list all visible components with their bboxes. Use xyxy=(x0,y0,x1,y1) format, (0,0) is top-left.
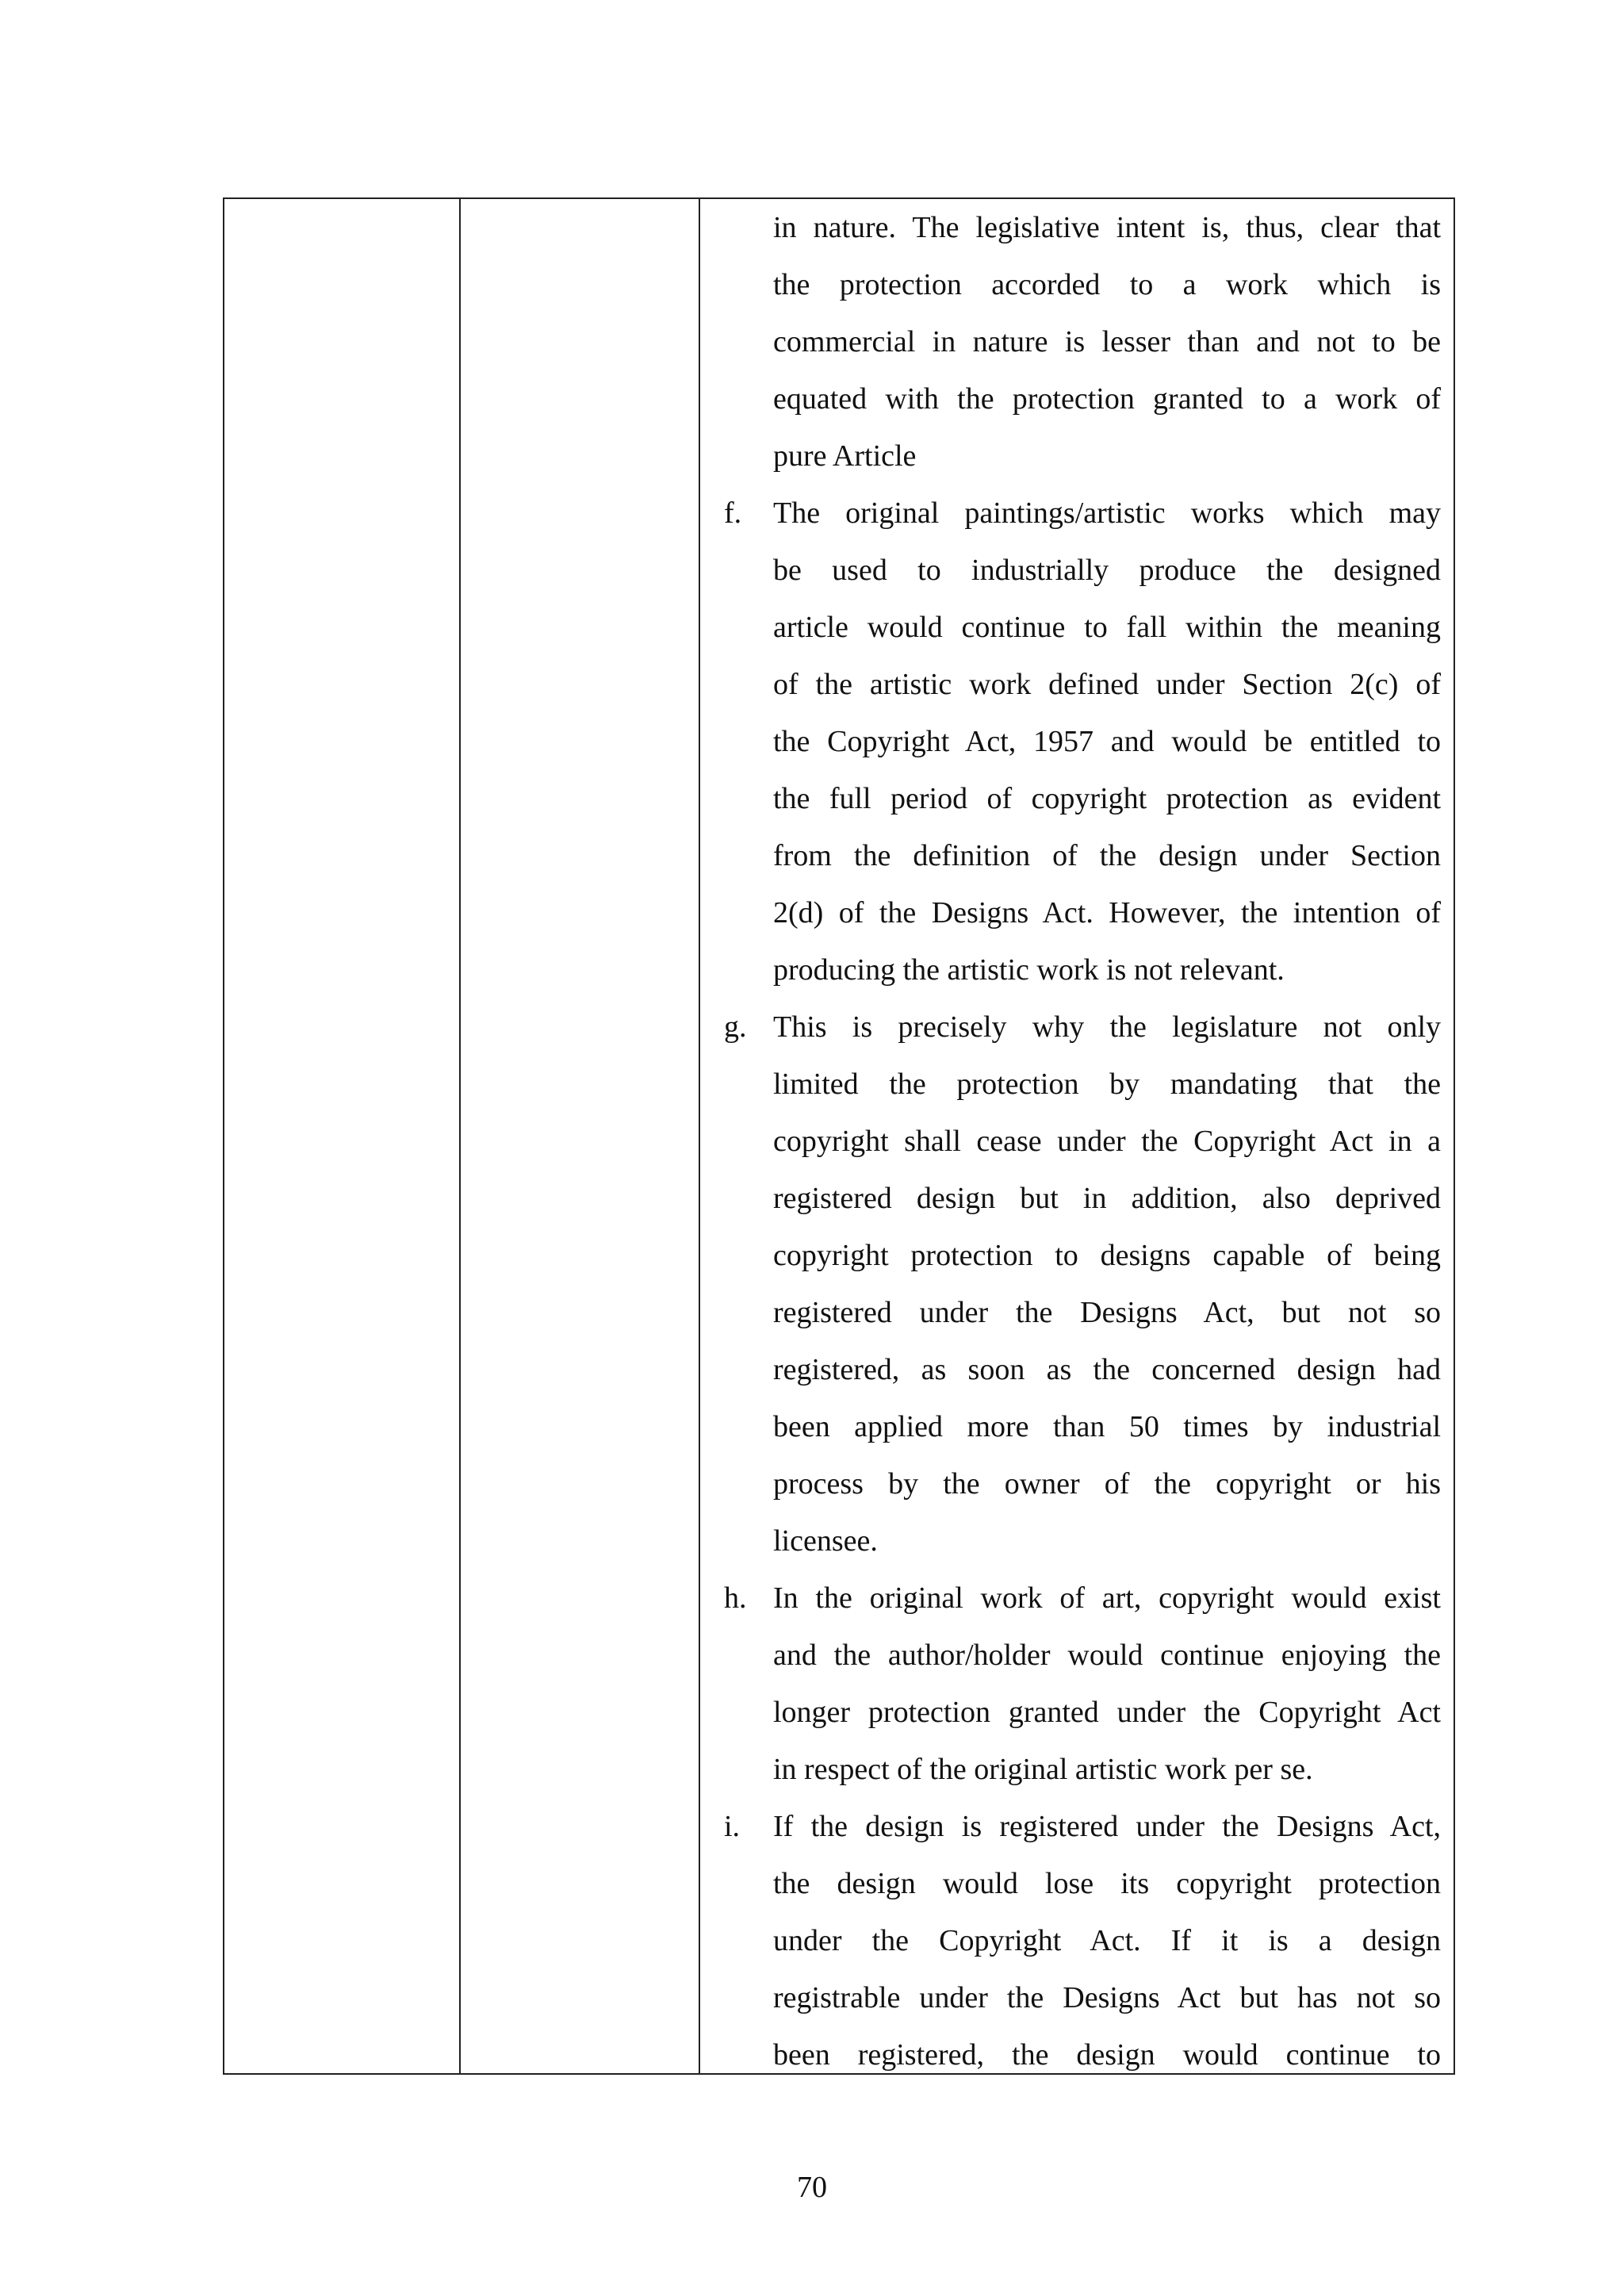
text-line: registered design but in addition, also deprived xyxy=(773,1182,1441,1215)
text-line: 2(d) of the Designs Act. However, the intention of xyxy=(773,896,1441,930)
text-line: be used to industrially produce the designed xyxy=(773,554,1441,587)
text-line: This is precisely why the legislature not only xyxy=(773,1010,1441,1044)
text-line: the design would lose its copyright protection xyxy=(773,1867,1441,1900)
text-line: the full period of copyright protection as evident xyxy=(773,782,1441,815)
text-line: of the artistic work defined under Section 2(c) of xyxy=(773,668,1441,701)
text-line: copyright shall cease under the Copyright Act in a xyxy=(773,1125,1441,1158)
continuation-paragraph xyxy=(773,199,1441,485)
text-line: in respect of the original artistic work per se. xyxy=(773,1753,1313,1786)
text-block xyxy=(724,199,1441,2083)
list-marker: g. xyxy=(724,1010,747,1044)
text-line: the Copyright Act, 1957 and would be entitled to xyxy=(773,725,1441,758)
text-line: The original paintings/artistic works which may xyxy=(773,496,1441,530)
list-item-g xyxy=(724,999,1441,1570)
text-line: registered, as soon as the concerned design had xyxy=(773,1353,1441,1386)
table-column-2 xyxy=(461,199,700,2073)
text-line: been applied more than 50 times by industrial xyxy=(773,1410,1441,1443)
text-line: producing the artistic work is not relevant. xyxy=(773,953,1285,987)
text-line: If the design is registered under the Designs Act, xyxy=(773,1810,1441,1843)
text-line: pure Article xyxy=(773,439,917,473)
text-line: registered under the Designs Act, but not so xyxy=(773,1296,1441,1329)
text-line: copyright protection to designs capable of being xyxy=(773,1239,1441,1272)
text-line: limited the protection by mandating that the xyxy=(773,1068,1441,1101)
text-line: commercial in nature is lesser than and not to be xyxy=(773,325,1441,358)
document-table xyxy=(223,197,1455,2075)
text-line: process by the owner of the copyright or his xyxy=(773,1467,1441,1501)
list-marker: i. xyxy=(724,1810,741,1843)
list-marker: f. xyxy=(724,496,742,530)
text-line: and the author/holder would continue enjoying the xyxy=(773,1639,1441,1672)
text-line: longer protection granted under the Copyright Act xyxy=(773,1696,1441,1729)
text-line: licensee. xyxy=(773,1524,878,1558)
text-line: under the Copyright Act. If it is a design xyxy=(773,1924,1441,1957)
list-marker: h. xyxy=(724,1581,747,1615)
text-line: article would continue to fall within the meaning xyxy=(773,611,1441,644)
text-line: in nature. The legislative intent is, thus, clear that xyxy=(773,211,1441,244)
text-line: from the definition of the design under Section xyxy=(773,839,1441,872)
text-line: equated with the protection granted to a work of xyxy=(773,382,1441,416)
text-line: been registered, the design would continue to xyxy=(773,2038,1441,2072)
text-line: the protection accorded to a work which is xyxy=(773,268,1441,301)
list-item-f xyxy=(724,485,1441,999)
table-column-3 xyxy=(700,199,1454,2073)
text-line: registrable under the Designs Act but has not so xyxy=(773,1981,1441,2014)
page-number: 70 xyxy=(797,2171,827,2204)
list-item-i xyxy=(724,1798,1441,2083)
text-line: In the original work of art, copyright would exist xyxy=(773,1581,1441,1615)
list-item-h xyxy=(724,1570,1441,1798)
table-column-1 xyxy=(224,199,461,2073)
